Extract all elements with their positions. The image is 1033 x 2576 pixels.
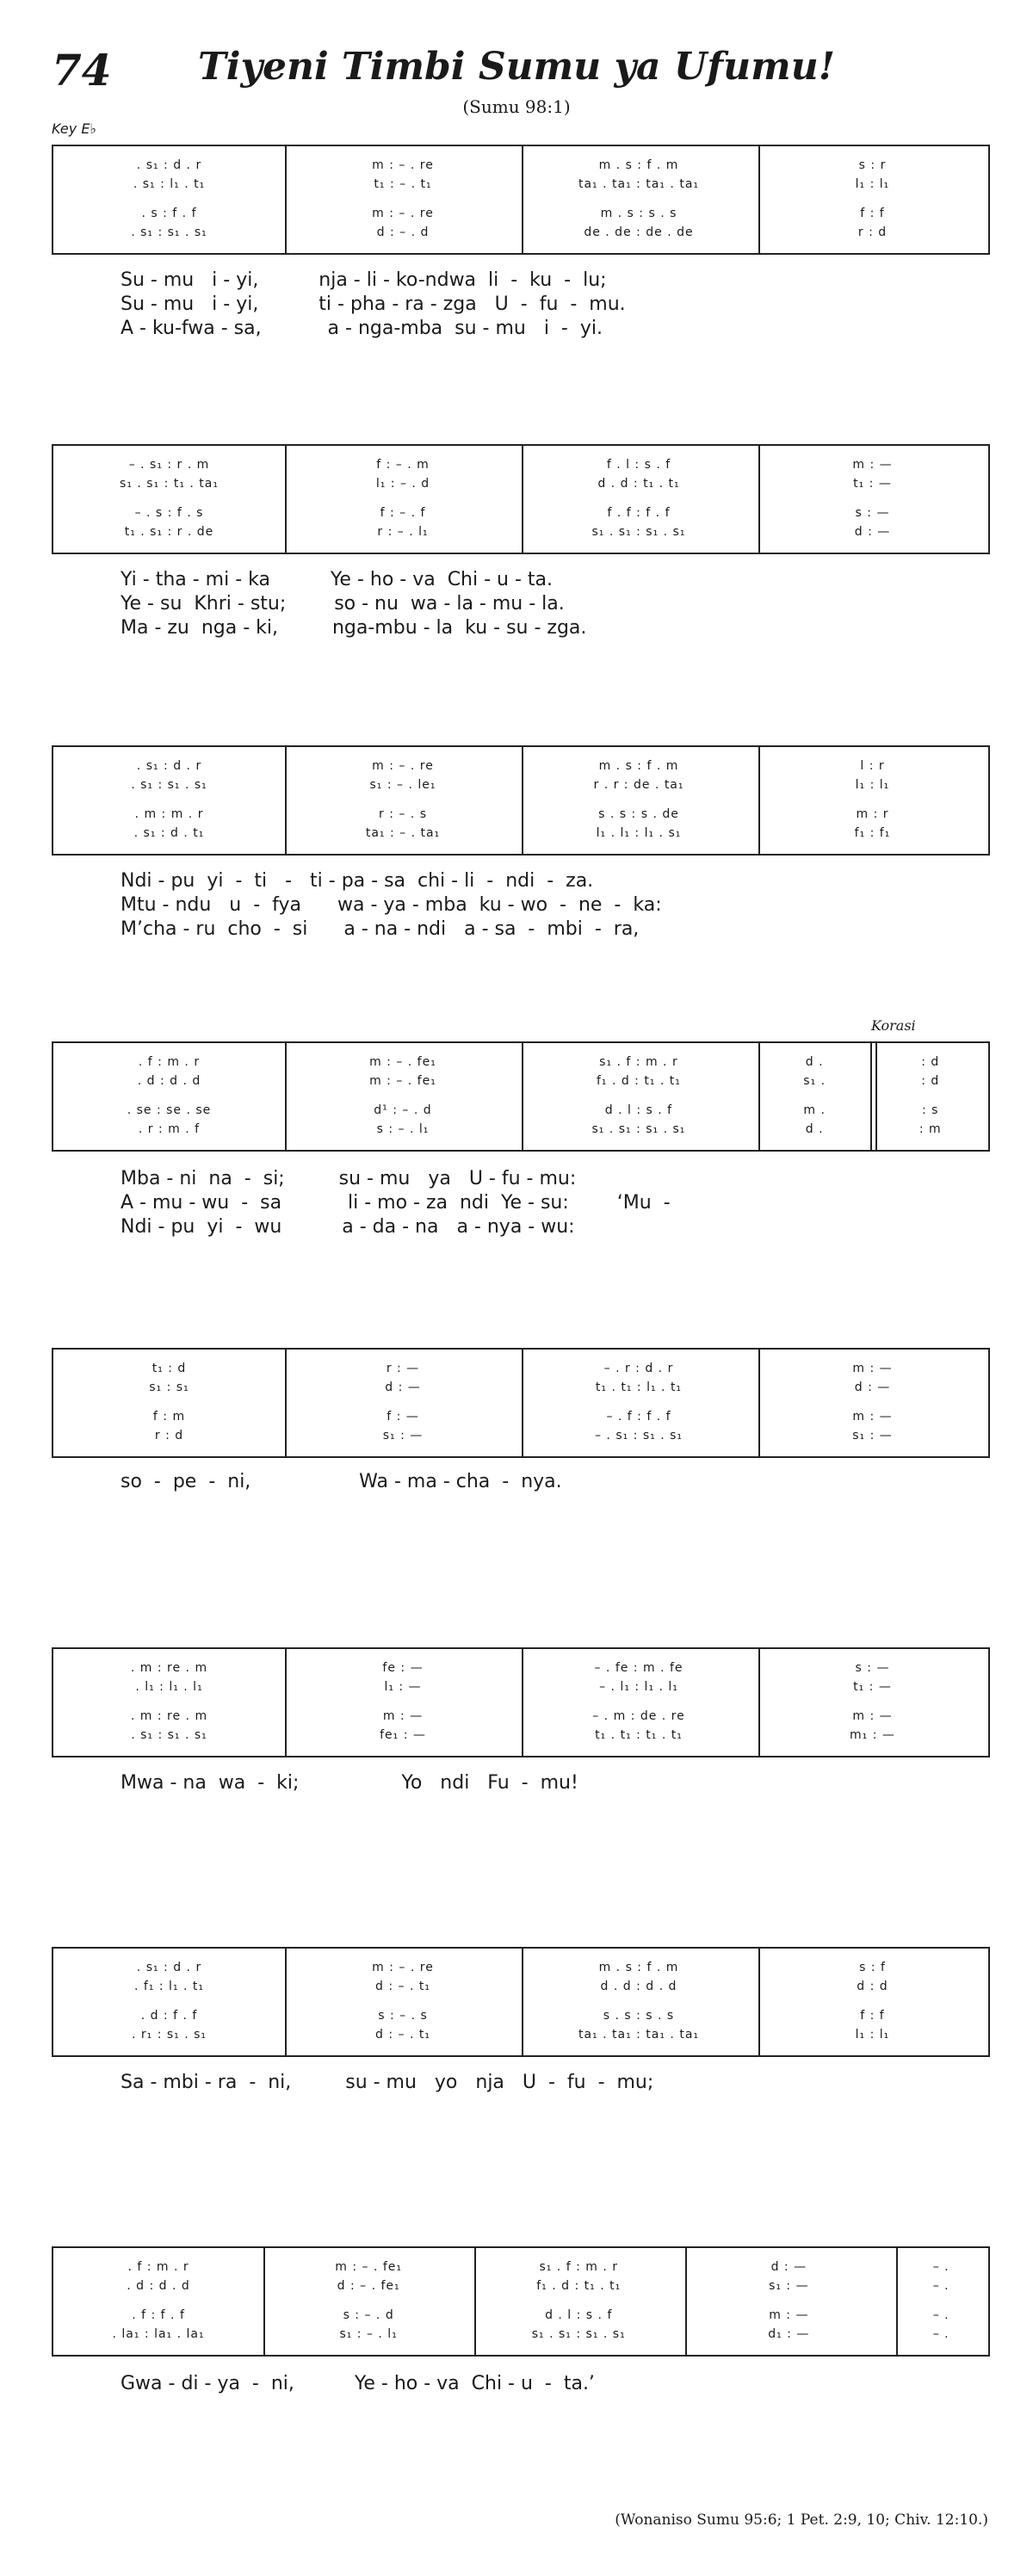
measure-cell: . m : re . m <box>130 1661 208 1675</box>
measure-cell: s : – . s <box>378 2009 428 2023</box>
measure-cell: fe : — <box>382 1661 424 1675</box>
lyric-line: Ndi - pu yi - ti - ti - pa - sa chi - li - ndi - za. <box>121 870 594 892</box>
measure-cell: s₁ : — <box>769 2279 809 2293</box>
voice-row <box>53 207 988 220</box>
measure-cell: f : f <box>860 2009 885 2023</box>
measure-cell: – . l₁ : l₁ . l₁ <box>599 1680 678 1694</box>
measure-cell: t₁ : d <box>152 1362 187 1375</box>
voice-row <box>53 1961 988 1974</box>
measure-cell: – . fe : m . fe <box>594 1661 684 1675</box>
voice-row <box>53 1709 988 1723</box>
lyric-line: Mba - ni na - si; su - mu ya U - fu - mu: <box>121 1168 577 1189</box>
voice-row <box>53 1661 988 1675</box>
measure-cell: . d : f . f <box>140 2009 198 2023</box>
measure-cell: m : – . fe₁ <box>369 1074 436 1088</box>
measure-cell: d : — <box>854 1381 891 1394</box>
measure-cell: . m : re . m <box>130 1709 208 1723</box>
voice-row <box>53 1055 988 1069</box>
measure-cell: – . m : de . re <box>592 1709 685 1723</box>
measure-cell: . s : f . f <box>141 207 197 220</box>
lyric-line: Ndi - pu yi - wu a - da - na a - nya - wu: <box>121 1216 575 1238</box>
voice-row <box>53 1362 988 1375</box>
measure-cell: – . s : f . s <box>134 506 204 520</box>
measure-cell: m : — <box>382 1709 424 1723</box>
measure-cell: ta₁ . ta₁ : ta₁ . ta₁ <box>578 2028 700 2042</box>
voice-row <box>53 458 988 472</box>
measure-cell: t₁ : — <box>853 477 892 491</box>
lyric-line: Su - mu i - yi, nja - li - ko-ndwa li - ku - lu; <box>121 269 607 291</box>
measure-cell: r : d <box>857 225 888 239</box>
measure-cell: s₁ . s₁ : s₁ . s₁ <box>531 2327 626 2341</box>
voice-row <box>53 2009 988 2023</box>
measure-cell: . f : m . r <box>138 1055 201 1069</box>
sol-fa-system <box>52 1947 990 2057</box>
bar-line <box>685 2248 687 2355</box>
measure-cell: s . s : s . de <box>598 807 679 821</box>
measure-cell: ta₁ : – . ta₁ <box>365 826 441 840</box>
measure-cell: f₁ : f₁ <box>854 826 891 840</box>
lyric-line: M’cha - ru cho - si a - na - ndi a - sa - mbi - ra, <box>121 918 640 940</box>
bar-line <box>522 146 523 253</box>
measure-cell: : s <box>921 1103 939 1117</box>
measure-cell: m : — <box>769 2308 809 2322</box>
sol-fa-system <box>52 1348 990 1458</box>
measure-cell: d : – . fe₁ <box>337 2279 400 2293</box>
voice-row <box>53 759 988 773</box>
bar-line <box>522 1949 523 2055</box>
measure-cell: d¹ : – . d <box>374 1103 432 1117</box>
measure-cell: . s₁ : s₁ . s₁ <box>131 778 207 792</box>
measure-cell: d . <box>805 1055 824 1069</box>
voice-row <box>53 1410 988 1424</box>
song-title: Tiyeni Timbi Sumu ya Ufumu! <box>197 45 836 89</box>
sol-fa-system <box>52 1647 990 1757</box>
measure-cell: s₁ : – . l₁ <box>339 2327 398 2341</box>
voice-row <box>53 506 988 520</box>
bar-line <box>522 1350 523 1456</box>
measure-cell: . f₁ : l₁ . t₁ <box>134 1980 205 1993</box>
measure-cell: t₁ : — <box>853 1680 892 1694</box>
measure-cell: . s₁ : s₁ . s₁ <box>131 1728 207 1742</box>
voice-row <box>53 1074 988 1088</box>
measure-cell: t₁ . t₁ : t₁ . t₁ <box>595 1728 683 1742</box>
measure-cell: s₁ . f : m . r <box>539 2260 618 2274</box>
measure-cell: s₁ : — <box>852 1429 893 1442</box>
measure-cell: s₁ . <box>803 1074 826 1088</box>
voice-row <box>53 807 988 821</box>
measure-cell: m . s : f . m <box>598 158 679 172</box>
measure-cell: s₁ . s₁ : s₁ . s₁ <box>591 525 686 539</box>
measure-cell: t₁ . s₁ : r . de <box>124 525 214 539</box>
measure-cell: . r : m . f <box>138 1122 201 1136</box>
bar-line <box>285 1649 287 1756</box>
measure-cell: r : — <box>386 1362 420 1375</box>
measure-cell: d . d : d . d <box>600 1980 677 1993</box>
measure-cell: m : — <box>852 458 893 472</box>
measure-cell: f . f : f . f <box>607 506 671 520</box>
sol-fa-system <box>52 1041 990 1152</box>
lyric-line: Yi - tha - mi - ka Ye - ho - va Chi - u - ta. <box>121 569 554 590</box>
voice-row <box>53 2327 988 2341</box>
lyric-line: Ye - su Khri - stu; so - nu wa - la - mu - la. <box>121 593 565 615</box>
measure-cell: d : – . d <box>376 225 430 239</box>
measure-cell: m : r <box>856 807 889 821</box>
measure-cell: s : – . l₁ <box>376 1122 430 1136</box>
measure-cell: . f : f . f <box>132 2308 185 2322</box>
measure-cell: ta₁ . ta₁ : ta₁ . ta₁ <box>578 177 700 191</box>
voice-row <box>53 778 988 792</box>
bar-line <box>758 146 760 253</box>
measure-cell: m : – . re <box>372 1961 434 1974</box>
measure-cell: d₁ : — <box>768 2327 810 2341</box>
measure-cell: f : – . f <box>380 506 426 520</box>
measure-cell: m . s : s . s <box>600 207 677 220</box>
measure-cell: d . l : s . f <box>545 2308 613 2322</box>
measure-cell: d . <box>805 1122 824 1136</box>
lyric-line: A - mu - wu - sa li - mo - za ndi Ye - su: ‘Mu - <box>121 1192 671 1214</box>
measure-cell: t₁ : – . t₁ <box>374 177 432 191</box>
measure-cell: f : m <box>152 1410 186 1424</box>
sol-fa-system <box>52 745 990 856</box>
measure-cell: m : — <box>852 1709 893 1723</box>
measure-cell: – . s₁ : s₁ . s₁ <box>594 1429 684 1442</box>
measure-cell: m : – . re <box>372 759 434 773</box>
bar-line <box>474 2248 476 2355</box>
key-signature: Key E♭ <box>52 120 96 137</box>
measure-cell: – . f : f . f <box>606 1410 671 1424</box>
measure-cell: d . d : t₁ . t₁ <box>597 477 680 491</box>
voice-row <box>53 826 988 840</box>
measure-cell: s : f <box>859 1961 886 1974</box>
measure-cell: . r₁ : s₁ . s₁ <box>131 2028 207 2042</box>
measure-cell: d . l : s . f <box>604 1103 673 1117</box>
measure-cell: r : – . s <box>378 807 428 821</box>
measure-cell: . d : d . d <box>127 2279 190 2293</box>
bar-line <box>285 1949 287 2055</box>
bar-line <box>285 747 287 854</box>
bar-line <box>263 2248 265 2355</box>
measure-cell: d : — <box>385 1381 421 1394</box>
bar-line <box>758 747 760 854</box>
measure-cell: m : – . fe₁ <box>369 1055 436 1069</box>
song-number: 74 <box>52 45 112 96</box>
measure-cell: . s₁ : d . r <box>136 158 202 172</box>
measure-cell: f : f <box>860 207 885 220</box>
measure-cell: s₁ : — <box>382 1429 424 1442</box>
korasi-label: Korasi <box>871 1017 916 1034</box>
lyric-line: Su - mu i - yi, ti - pha - ra - zga U - fu - mu. <box>121 293 626 315</box>
measure-cell: s₁ . f : m . r <box>599 1055 678 1069</box>
voice-row <box>53 1728 988 1742</box>
lyric-line: Mtu - ndu u - fya wa - ya - mba ku - wo - ne - ka: <box>121 894 662 916</box>
voice-row <box>53 225 988 239</box>
voice-row <box>53 2308 988 2322</box>
measure-cell: s₁ . s₁ : s₁ . s₁ <box>591 1122 686 1136</box>
measure-cell: l : r <box>860 759 885 773</box>
measure-cell: l₁ : l₁ <box>855 778 890 792</box>
measure-cell: s : – . d <box>343 2308 394 2322</box>
bar-line <box>285 1043 287 1150</box>
measure-cell: de . de : de . de <box>584 225 694 239</box>
measure-cell: m : – . fe₁ <box>335 2260 403 2274</box>
measure-cell: d : – . t₁ <box>375 2028 430 2042</box>
measure-cell: . s₁ : d . r <box>136 759 202 773</box>
voice-row <box>53 477 988 491</box>
measure-cell: m : — <box>852 1410 893 1424</box>
lyric-line: Mwa - na wa - ki; Yo ndi Fu - mu! <box>121 1772 578 1794</box>
voice-row <box>53 1103 988 1117</box>
measure-cell: . s₁ : s₁ . s₁ <box>131 225 207 239</box>
voice-row <box>53 2028 988 2042</box>
measure-cell: l₁ . l₁ : l₁ . s₁ <box>596 826 682 840</box>
voice-row <box>53 2279 988 2293</box>
bar-line <box>522 446 523 553</box>
measure-cell: s : — <box>855 1661 890 1675</box>
measure-cell: f . l : s . f <box>606 458 671 472</box>
measure-cell: f₁ . d : t₁ . t₁ <box>596 1074 681 1088</box>
sol-fa-system <box>52 2246 990 2357</box>
bar-line <box>896 2248 898 2355</box>
measure-cell: f : — <box>387 1410 419 1424</box>
measure-cell: . se : se . se <box>127 1103 212 1117</box>
bar-line <box>285 446 287 553</box>
voice-row <box>53 2260 988 2274</box>
measure-cell: . la₁ : la₁ . la₁ <box>112 2327 205 2341</box>
measure-cell: d : d <box>857 1980 888 1993</box>
song-subtitle: (Sumu 98:1) <box>462 96 571 117</box>
measure-cell: m . <box>803 1103 826 1117</box>
bar-line <box>285 1350 287 1456</box>
measure-cell: : m <box>919 1122 942 1136</box>
lyric-line: Sa - mbi - ra - ni, su - mu yo nja U - fu - mu; <box>121 2072 654 2093</box>
measure-cell: . d : d . d <box>137 1074 201 1088</box>
measure-cell: d : — <box>770 2260 807 2274</box>
sol-fa-system <box>52 145 990 255</box>
bar-line <box>758 1043 760 1150</box>
bar-line <box>522 1649 523 1756</box>
measure-cell: m . s : f . m <box>598 1961 679 1974</box>
measure-cell: m : – . re <box>372 158 434 172</box>
bar-line <box>758 1649 760 1756</box>
measure-cell: – . s₁ : r . m <box>128 458 210 472</box>
measure-cell: . s₁ : d . r <box>136 1961 202 1974</box>
voice-row <box>53 1429 988 1442</box>
scripture-reference: (Wonaniso Sumu 95:6; 1 Pet. 2:9, 10; Chiv. 12:10.) <box>615 2511 988 2529</box>
measure-cell: l₁ : l₁ <box>855 2028 890 2042</box>
measure-cell: : d <box>921 1074 940 1088</box>
lyric-line: Gwa - di - ya - ni, Ye - ho - va Chi - u - ta.’ <box>121 2373 595 2394</box>
bar-line <box>285 146 287 253</box>
voice-row <box>53 1680 988 1694</box>
measure-cell: . s₁ : d . t₁ <box>133 826 205 840</box>
voice-row <box>53 1122 988 1136</box>
measure-cell: – . <box>932 2308 949 2322</box>
bar-line <box>522 1043 523 1150</box>
bar-line <box>758 1350 760 1456</box>
double-bar-line <box>870 1043 877 1150</box>
measure-cell: : d <box>921 1055 940 1069</box>
measure-cell: . s₁ : l₁ . t₁ <box>133 177 206 191</box>
measure-cell: d : — <box>854 525 891 539</box>
measure-cell: – . <box>932 2327 949 2341</box>
measure-cell: f₁ . d : t₁ . t₁ <box>536 2279 622 2293</box>
measure-cell: l₁ : l₁ <box>855 177 890 191</box>
measure-cell: s . s : s . s <box>603 2009 675 2023</box>
measure-cell: s₁ . s₁ : t₁ . ta₁ <box>120 477 219 491</box>
measure-cell: . f : m . r <box>127 2260 189 2274</box>
measure-cell: s : r <box>858 158 887 172</box>
measure-cell: d : – . t₁ <box>375 1980 430 1993</box>
measure-cell: l₁ : — <box>384 1680 422 1694</box>
measure-cell: fe₁ : — <box>380 1728 426 1742</box>
lyric-line: Ma - zu nga - ki, nga-mbu - la ku - su - zga. <box>121 617 587 639</box>
measure-cell: m . s : f . m <box>598 759 679 773</box>
measure-cell: s₁ : s₁ <box>149 1381 189 1394</box>
measure-cell: r : d <box>154 1429 184 1442</box>
measure-cell: s : — <box>855 506 890 520</box>
measure-cell: – . <box>932 2260 949 2274</box>
bar-line <box>758 446 760 553</box>
bar-line <box>758 1949 760 2055</box>
measure-cell: . l₁ : l₁ . l₁ <box>135 1680 203 1694</box>
measure-cell: m₁ : — <box>850 1728 895 1742</box>
lyric-line: so - pe - ni, Wa - ma - cha - nya. <box>121 1471 562 1492</box>
bar-line <box>522 747 523 854</box>
measure-cell: r : – . l₁ <box>377 525 429 539</box>
measure-cell: s₁ : – . le₁ <box>369 778 436 792</box>
lyric-line: A - ku-fwa - sa, a - nga-mba su - mu i - yi. <box>121 318 603 339</box>
voice-row <box>53 177 988 191</box>
measure-cell: l₁ : – . d <box>375 477 430 491</box>
voice-row <box>53 525 988 539</box>
measure-cell: m : – . re <box>372 207 434 220</box>
measure-cell: – . <box>932 2279 949 2293</box>
measure-cell: – . r : d . r <box>603 1362 674 1375</box>
voice-row <box>53 1381 988 1394</box>
measure-cell: f : – . m <box>376 458 430 472</box>
measure-cell: t₁ . t₁ : l₁ . t₁ <box>595 1381 683 1394</box>
voice-row <box>53 1980 988 1993</box>
measure-cell: r . r : de . ta₁ <box>593 778 684 792</box>
measure-cell: m : — <box>852 1362 893 1375</box>
sol-fa-system <box>52 444 990 554</box>
measure-cell: . m : m . r <box>134 807 204 821</box>
voice-row <box>53 158 988 172</box>
